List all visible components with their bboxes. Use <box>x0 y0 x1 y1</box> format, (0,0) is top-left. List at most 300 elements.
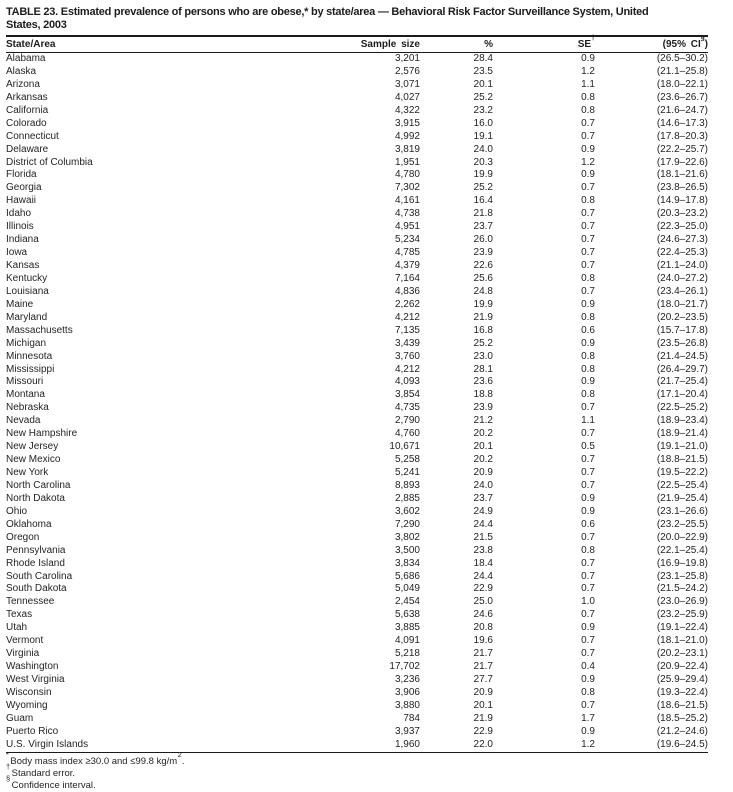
standard-error-cell: 0.7 <box>581 454 595 466</box>
table-row <box>6 454 708 467</box>
table-row <box>6 286 708 299</box>
state-area-cell: Kansas <box>6 260 40 271</box>
footnotes <box>6 749 729 792</box>
confidence-interval-cell: (14.9–17.8) <box>656 195 708 207</box>
table-row <box>6 144 708 157</box>
confidence-interval-cell: (19.3–22.4) <box>656 686 708 698</box>
confidence-interval-cell: (22.5–25.4) <box>656 479 708 491</box>
percent-cell: 21.7 <box>473 648 493 660</box>
state-area-cell: Arkansas <box>6 91 48 103</box>
table-row <box>6 169 708 182</box>
sample-size-cell: 3,500 <box>394 544 420 556</box>
sample-size-cell: 3,906 <box>394 686 420 698</box>
table-row <box>6 182 708 195</box>
state-area-cell: Montana <box>6 389 45 401</box>
percent-cell: 22.9 <box>473 583 493 595</box>
standard-error-cell: 0.7 <box>581 182 595 194</box>
confidence-interval-cell: (25.9–29.4) <box>656 674 708 685</box>
percent-cell: 16.8 <box>473 324 493 336</box>
percent-cell: 23.9 <box>473 402 493 414</box>
standard-error-cell: 0.7 <box>581 648 595 660</box>
standard-error-cell: 0.7 <box>581 531 595 543</box>
sample-size-cell: 4,760 <box>394 428 420 440</box>
sample-size-cell: 2,885 <box>394 492 420 504</box>
sample-size-cell: 4,735 <box>394 402 420 414</box>
confidence-interval-cell: (21.1–25.8) <box>656 65 708 77</box>
confidence-interval-cell: (21.1–24.0) <box>656 260 708 271</box>
standard-error-cell: 0.7 <box>581 609 595 621</box>
standard-error-cell: 0.7 <box>581 130 595 142</box>
sample-size-cell: 4,161 <box>394 195 420 207</box>
table-row <box>6 389 708 402</box>
confidence-interval-cell: (16.9–19.8) <box>656 557 708 569</box>
state-area-cell: Vermont <box>6 635 44 647</box>
table-row <box>6 247 708 260</box>
percent-cell: 23.9 <box>473 247 493 259</box>
sample-size-cell: 17,702 <box>389 661 420 673</box>
confidence-interval-cell: (21.4–24.5) <box>656 350 708 362</box>
confidence-interval-cell: (23.1–25.8) <box>656 570 708 582</box>
standard-error-cell: 0.7 <box>581 635 595 647</box>
sample-size-cell: 2,576 <box>394 65 420 77</box>
sample-size-cell: 3,439 <box>394 337 420 349</box>
state-area-cell: Alaska <box>6 65 37 77</box>
percent-cell: 16.0 <box>473 117 493 129</box>
standard-error-cell: 0.7 <box>581 583 595 595</box>
confidence-interval-cell: (18.1–21.0) <box>656 635 708 647</box>
table-title-line2: States, 2003 <box>6 19 67 31</box>
confidence-interval-cell: (23.8–26.5) <box>656 182 708 194</box>
standard-error-cell: 0.9 <box>581 492 595 504</box>
sample-size-cell: 2,454 <box>394 596 420 608</box>
ci-section-superscript: § <box>700 34 705 42</box>
percent-cell: 19.9 <box>473 298 493 310</box>
confidence-interval-cell: (19.6–24.5) <box>656 738 708 750</box>
sample-size-cell: 1,951 <box>394 156 420 168</box>
state-area-cell: Arizona <box>6 78 40 90</box>
sample-size-cell: 3,071 <box>394 78 420 90</box>
standard-error-cell: 0.9 <box>581 143 595 155</box>
table-row <box>6 273 708 286</box>
percent-cell: 23.7 <box>473 492 493 504</box>
confidence-interval-cell: (19.1–22.4) <box>656 622 708 634</box>
percent-cell: 22.9 <box>473 725 493 737</box>
sample-size-cell: 4,992 <box>394 130 420 142</box>
table-row <box>6 635 708 648</box>
percent-cell: 21.9 <box>473 712 493 724</box>
table-row <box>6 480 708 493</box>
table-row <box>6 545 708 558</box>
table-row <box>6 312 708 325</box>
percent-cell: 19.1 <box>473 130 493 142</box>
sample-size-cell: 784 <box>403 712 420 724</box>
confidence-interval-cell: (23.2–25.5) <box>656 518 708 530</box>
confidence-interval-cell: (23.0–26.9) <box>656 596 708 608</box>
standard-error-cell: 0.7 <box>581 479 595 491</box>
sample-size-cell: 5,234 <box>394 234 420 246</box>
table-row <box>6 66 708 79</box>
percent-cell: 22.0 <box>473 738 493 750</box>
confidence-interval-cell: (23.6–26.7) <box>656 91 708 103</box>
state-area-cell: Alabama <box>6 53 46 64</box>
table-body <box>6 53 708 753</box>
state-area-cell: Indiana <box>6 234 39 246</box>
asterisk-marker: * <box>6 749 9 759</box>
percent-cell: 21.7 <box>473 661 493 673</box>
state-area-cell: Illinois <box>6 221 34 233</box>
confidence-interval-cell: (17.1–20.4) <box>656 389 708 401</box>
confidence-interval-cell: (26.4–29.7) <box>656 363 708 375</box>
confidence-interval-cell: (22.5–25.2) <box>656 402 708 414</box>
standard-error-cell: 1.1 <box>581 78 595 90</box>
state-area-cell: Texas <box>6 609 33 621</box>
confidence-interval-cell: (18.1–21.6) <box>656 169 708 181</box>
state-area-cell: Iowa <box>6 247 28 259</box>
sample-size-cell: 3,236 <box>394 674 420 685</box>
table-row <box>6 195 708 208</box>
percent-cell: 20.8 <box>473 622 493 634</box>
table-row <box>6 221 708 234</box>
table-row <box>6 674 708 687</box>
percent-cell: 20.1 <box>473 699 493 711</box>
percent-cell: 23.8 <box>473 544 493 556</box>
state-area-cell: Kentucky <box>6 272 48 284</box>
state-area-cell: West Virginia <box>6 674 65 685</box>
sample-size-cell: 7,302 <box>394 182 420 194</box>
state-area-cell: Delaware <box>6 143 49 155</box>
state-area-cell: Tennessee <box>6 596 55 608</box>
standard-error-cell: 0.9 <box>581 622 595 634</box>
percent-cell: 16.4 <box>473 195 493 207</box>
confidence-interval-cell: (21.5–24.2) <box>656 583 708 595</box>
sample-size-cell: 7,290 <box>394 518 420 530</box>
standard-error-cell: 0.9 <box>581 169 595 181</box>
percent-cell: 25.2 <box>473 337 493 349</box>
squared-superscript: 2 <box>177 749 182 759</box>
table-row <box>6 105 708 118</box>
table-row <box>6 739 708 752</box>
state-area-cell: North Dakota <box>6 492 65 504</box>
standard-error-cell: 0.8 <box>581 311 595 323</box>
confidence-interval-cell: (20.2–23.1) <box>656 648 708 660</box>
percent-cell: 20.9 <box>473 467 493 478</box>
state-area-cell: Minnesota <box>6 350 53 362</box>
table-row <box>6 131 708 144</box>
state-area-cell: Maryland <box>6 311 48 323</box>
sample-size-cell: 2,790 <box>394 415 420 427</box>
standard-error-cell: 0.9 <box>581 376 595 388</box>
percent-cell: 28.4 <box>473 53 493 64</box>
confidence-interval-cell: (19.5–22.2) <box>656 467 708 478</box>
sample-size-cell: 4,093 <box>394 376 420 388</box>
confidence-interval-cell: (26.5–30.2) <box>656 53 708 64</box>
sample-size-cell: 5,638 <box>394 609 420 621</box>
sample-size-cell: 3,937 <box>394 725 420 737</box>
sample-size-cell: 4,027 <box>394 91 420 103</box>
state-area-cell: Wyoming <box>6 699 48 711</box>
confidence-interval-cell: (18.0–21.7) <box>656 298 708 310</box>
sample-size-cell: 3,602 <box>394 505 420 517</box>
standard-error-cell: 1.2 <box>581 156 595 168</box>
table-row <box>6 53 708 66</box>
table-row <box>6 415 708 428</box>
confidence-interval-cell: (18.9–23.4) <box>656 415 708 427</box>
sample-size-cell: 2,262 <box>394 298 420 310</box>
confidence-interval-cell: (24.6–27.3) <box>656 234 708 246</box>
table-header <box>6 36 708 53</box>
standard-error-cell: 0.5 <box>581 441 595 453</box>
sample-size-cell: 3,760 <box>394 350 420 362</box>
standard-error-cell: 0.7 <box>581 570 595 582</box>
percent-cell: 21.8 <box>473 208 493 220</box>
table-row <box>6 519 708 532</box>
standard-error-cell: 0.7 <box>581 467 595 478</box>
standard-error-cell: 0.7 <box>581 285 595 297</box>
state-area-cell: Oregon <box>6 531 40 543</box>
table-row <box>6 208 708 221</box>
state-area-cell: Idaho <box>6 208 32 220</box>
confidence-interval-cell: (22.2–25.7) <box>656 143 708 155</box>
standard-error-cell: 0.7 <box>581 699 595 711</box>
standard-error-cell: 0.8 <box>581 350 595 362</box>
percent-cell: 23.7 <box>473 221 493 233</box>
confidence-interval-cell: (23.4–26.1) <box>656 285 708 297</box>
percent-cell: 25.0 <box>473 596 493 608</box>
standard-error-cell: 0.6 <box>581 324 595 336</box>
standard-error-cell: 0.6 <box>581 518 595 530</box>
state-area-cell: Rhode Island <box>6 557 65 569</box>
col-header-95ci: (95% CI§) <box>595 36 708 53</box>
sample-size-cell: 4,212 <box>394 311 420 323</box>
percent-cell: 24.0 <box>473 479 493 491</box>
percent-cell: 24.0 <box>473 143 493 155</box>
confidence-interval-cell: (18.0–22.1) <box>656 78 708 90</box>
table-row <box>6 700 708 713</box>
confidence-interval-cell: (18.8–21.5) <box>656 454 708 466</box>
state-area-cell: District of Columbia <box>6 156 93 168</box>
percent-cell: 23.2 <box>473 104 493 116</box>
percent-cell: 24.4 <box>473 570 493 582</box>
percent-cell: 24.6 <box>473 609 493 621</box>
sample-size-cell: 8,893 <box>394 479 420 491</box>
table-row <box>6 234 708 247</box>
table-row <box>6 402 708 415</box>
sample-size-cell: 4,780 <box>394 169 420 181</box>
sample-size-cell: 5,686 <box>394 570 420 582</box>
state-area-cell: Guam <box>6 712 34 724</box>
state-area-cell: Michigan <box>6 337 47 349</box>
state-area-cell: South Carolina <box>6 570 73 582</box>
percent-cell: 22.6 <box>473 260 493 271</box>
standard-error-cell: 0.9 <box>581 725 595 737</box>
sample-size-cell: 4,212 <box>394 363 420 375</box>
state-area-cell: Florida <box>6 169 37 181</box>
sample-size-cell: 5,049 <box>394 583 420 595</box>
table-header-row <box>6 36 708 53</box>
col-header-sample-size: Sample size <box>246 36 420 53</box>
confidence-interval-cell: (23.2–25.9) <box>656 609 708 621</box>
standard-error-cell: 0.7 <box>581 117 595 129</box>
percent-cell: 20.3 <box>473 156 493 168</box>
percent-cell: 25.6 <box>473 272 493 284</box>
state-area-cell: U.S. Virgin Islands <box>6 738 89 750</box>
sample-size-cell: 3,802 <box>394 531 420 543</box>
confidence-interval-cell: (22.3–25.0) <box>656 221 708 233</box>
sample-size-cell: 4,322 <box>394 104 420 116</box>
confidence-interval-cell: (21.2–24.6) <box>656 725 708 737</box>
table-title-line1: TABLE 23. Estimated prevalence of persons who are obese,* by state/area — Behavioral Risk Factor Surveillance System, United <box>6 6 649 18</box>
sample-size-cell: 5,258 <box>394 454 420 466</box>
sample-size-cell: 4,785 <box>394 247 420 259</box>
sample-size-cell: 1,960 <box>394 738 420 750</box>
percent-cell: 18.8 <box>473 389 493 401</box>
percent-cell: 24.9 <box>473 505 493 517</box>
standard-error-cell: 0.7 <box>581 221 595 233</box>
state-area-cell: Georgia <box>6 182 42 194</box>
percent-cell: 28.1 <box>473 363 493 375</box>
confidence-interval-cell: (23.5–26.8) <box>656 337 708 349</box>
table-row <box>6 338 708 351</box>
table-row <box>6 92 708 105</box>
standard-error-cell: 1.1 <box>581 415 595 427</box>
percent-cell: 20.9 <box>473 686 493 698</box>
col-header-state-area: State/Area <box>6 36 246 53</box>
se-dagger-superscript: † <box>591 34 595 42</box>
table-row <box>6 260 708 273</box>
confidence-interval-cell: (22.4–25.3) <box>656 247 708 259</box>
state-area-cell: Puerto Rico <box>6 725 59 737</box>
percent-cell: 25.2 <box>473 91 493 103</box>
confidence-interval-cell: (21.6–24.7) <box>656 104 708 116</box>
confidence-interval-cell: (23.1–26.6) <box>656 505 708 517</box>
sample-size-cell: 4,091 <box>394 635 420 647</box>
state-area-cell: Wisconsin <box>6 686 52 698</box>
percent-cell: 21.9 <box>473 311 493 323</box>
percent-cell: 21.2 <box>473 415 493 427</box>
state-area-cell: South Dakota <box>6 583 67 595</box>
state-area-cell: Hawaii <box>6 195 37 207</box>
table-row <box>6 622 708 635</box>
sample-size-cell: 3,834 <box>394 557 420 569</box>
standard-error-cell: 0.9 <box>581 505 595 517</box>
state-area-cell: New Mexico <box>6 454 61 466</box>
sample-size-cell: 3,854 <box>394 389 420 401</box>
percent-cell: 20.1 <box>473 441 493 453</box>
confidence-interval-cell: (14.6–17.3) <box>656 117 708 129</box>
confidence-interval-cell: (18.6–21.5) <box>656 699 708 711</box>
percent-cell: 19.6 <box>473 635 493 647</box>
footnote-confidence-interval: §Confidence interval. <box>6 773 96 791</box>
standard-error-cell: 0.8 <box>581 544 595 556</box>
sample-size-cell: 3,915 <box>394 117 420 129</box>
table-row <box>6 428 708 441</box>
table-row <box>6 364 708 377</box>
state-area-cell: Massachusetts <box>6 324 73 336</box>
percent-cell: 19.9 <box>473 169 493 181</box>
standard-error-cell: 0.9 <box>581 337 595 349</box>
percent-cell: 18.4 <box>473 557 493 569</box>
table-row <box>6 325 708 338</box>
table-row <box>6 532 708 545</box>
state-area-cell: Missouri <box>6 376 44 388</box>
standard-error-cell: 0.8 <box>581 272 595 284</box>
table-row <box>6 648 708 661</box>
standard-error-cell: 0.9 <box>581 53 595 64</box>
sample-size-cell: 3,819 <box>394 143 420 155</box>
sample-size-cell: 7,164 <box>394 272 420 284</box>
state-area-cell: New Jersey <box>6 441 59 453</box>
standard-error-cell: 0.8 <box>581 363 595 375</box>
table-row <box>6 506 708 519</box>
table-row <box>6 376 708 389</box>
dagger-marker: † <box>6 761 11 771</box>
sample-size-cell: 4,951 <box>394 221 420 233</box>
footnote-body-mass-index: *Body mass index ≥30.0 and ≤99.8 $kg/m^2$. <box>6 749 185 767</box>
standard-error-cell: 0.9 <box>581 298 595 310</box>
section-marker: § <box>6 773 11 783</box>
sample-size-cell: 5,241 <box>394 467 420 478</box>
state-area-cell: Washington <box>6 661 59 673</box>
state-area-cell: North Carolina <box>6 479 71 491</box>
standard-error-cell: 0.7 <box>581 557 595 569</box>
state-area-cell: California <box>6 104 49 116</box>
table-row <box>6 118 708 131</box>
percent-cell: 26.0 <box>473 234 493 246</box>
confidence-interval-cell: (24.0–27.2) <box>656 272 708 284</box>
sample-size-cell: 4,738 <box>394 208 420 220</box>
percent-cell: 20.2 <box>473 428 493 440</box>
table-row <box>6 583 708 596</box>
state-area-cell: Maine <box>6 298 34 310</box>
state-area-cell: Mississippi <box>6 363 55 375</box>
standard-error-cell: 1.2 <box>581 65 595 77</box>
percent-cell: 23.5 <box>473 65 493 77</box>
state-area-cell: Pennsylvania <box>6 544 66 556</box>
confidence-interval-cell: (22.1–25.4) <box>656 544 708 556</box>
state-area-cell: Louisiana <box>6 285 49 297</box>
state-area-cell: New York <box>6 467 49 478</box>
table-row <box>6 661 708 674</box>
table-row <box>6 596 708 609</box>
standard-error-cell: 1.0 <box>581 596 595 608</box>
col-header-se: SE† <box>493 36 595 53</box>
standard-error-cell: 0.8 <box>581 686 595 698</box>
confidence-interval-cell: (20.3–23.2) <box>656 208 708 220</box>
sample-size-cell: 3,880 <box>394 699 420 711</box>
standard-error-cell: 1.7 <box>581 712 595 724</box>
standard-error-cell: 0.9 <box>581 674 595 685</box>
standard-error-cell: 0.8 <box>581 195 595 207</box>
state-area-cell: Nevada <box>6 415 41 427</box>
standard-error-cell: 0.8 <box>581 91 595 103</box>
confidence-interval-cell: (19.1–21.0) <box>656 441 708 453</box>
state-area-cell: Virginia <box>6 648 40 660</box>
table-row <box>6 157 708 170</box>
sample-size-cell: 3,201 <box>394 53 420 64</box>
confidence-interval-cell: (20.2–23.5) <box>656 311 708 323</box>
sample-size-cell: 7,135 <box>394 324 420 336</box>
standard-error-cell: 0.7 <box>581 428 595 440</box>
state-area-cell: Oklahoma <box>6 518 52 530</box>
confidence-interval-cell: (18.9–21.4) <box>656 428 708 440</box>
table-row <box>6 493 708 506</box>
standard-error-cell: 0.7 <box>581 260 595 271</box>
sample-size-cell: 4,379 <box>394 260 420 271</box>
standard-error-cell: 1.2 <box>581 738 595 750</box>
percent-cell: 25.2 <box>473 182 493 194</box>
standard-error-cell: 0.4 <box>581 661 595 673</box>
col-header-percent: % <box>420 36 493 53</box>
